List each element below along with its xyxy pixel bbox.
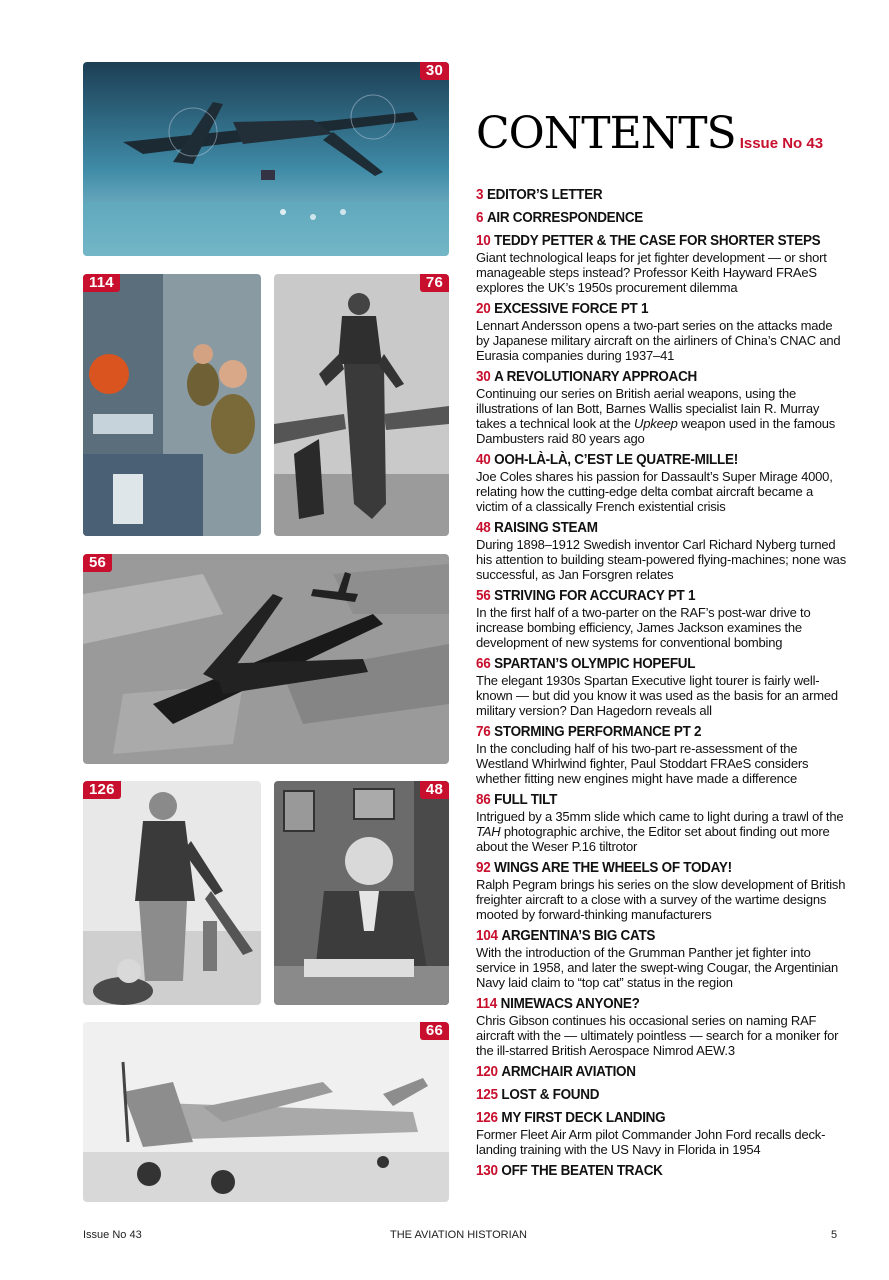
- page-number: 126: [476, 1110, 498, 1126]
- toc-entry[interactable]: [476, 300, 848, 363]
- toc-entry[interactable]: [476, 1063, 848, 1081]
- radar-operators-illustration: [83, 274, 261, 536]
- toc-entry[interactable]: [476, 587, 848, 650]
- page-number: 30: [476, 369, 491, 385]
- entry-description: With the introduction of the Grumman Panther jet fighter into service in 1958, and later the swept-wing Cougar, the Argentinian Navy laid claim to “top cat” status in the region: [476, 945, 839, 990]
- photo-whirlwind: [274, 274, 449, 536]
- spartan-illustration: [83, 1022, 449, 1202]
- entry-title: ARMCHAIR AVIATION: [501, 1064, 636, 1080]
- page-number: 40: [476, 452, 491, 468]
- page-number: 125: [476, 1087, 498, 1103]
- entry-title: STORMING PERFORMANCE PT 2: [494, 724, 702, 740]
- entry-description: During 1898–1912 Swedish inventor Carl Richard Nyberg turned his attention to building steam-powered flying-machines; none was successful, as Jan Forsgren relates: [476, 537, 846, 582]
- entry-title: RAISING STEAM: [494, 520, 598, 536]
- entry-title: FULL TILT: [494, 792, 558, 808]
- entry-title: LOST & FOUND: [501, 1087, 600, 1103]
- entry-title: ARGENTINA’S BIG CATS: [501, 928, 656, 944]
- entry-title: STRIVING FOR ACCURACY PT 1: [494, 588, 696, 604]
- whirlwind-illustration: [274, 274, 449, 536]
- toc-entry[interactable]: [476, 859, 848, 922]
- entry-title: NIMEWACS ANYONE?: [500, 996, 640, 1012]
- entry-description: Joe Coles shares his passion for Dassault’s Super Mirage 4000, relating how the cutting-edge delta combat aircraft became a victim of a classically French existential crisis: [476, 469, 833, 514]
- toc-entry[interactable]: [476, 1162, 848, 1180]
- photo-deck-landing: [83, 781, 261, 1005]
- page-number: 66: [476, 656, 491, 672]
- entry-title: EDITOR’S LETTER: [486, 187, 603, 203]
- toc-entry[interactable]: [476, 723, 848, 786]
- page-number: 56: [476, 588, 491, 604]
- toc-entry[interactable]: [476, 995, 848, 1058]
- toc-entry[interactable]: [476, 209, 848, 227]
- page-number: 130: [476, 1163, 498, 1179]
- photo-delta-jet: [83, 554, 449, 764]
- entry-title: OOH-LÀ-LÀ, C’EST LE QUATRE-MILLE!: [494, 452, 738, 468]
- page-number: 48: [476, 520, 491, 536]
- toc-entry[interactable]: [476, 232, 848, 295]
- entry-description: Giant technological leaps for jet fighter development — or short manageable steps instead? Professor Keith Hayward FRAeS explores the UK’s 1950s procurement dilemma: [476, 250, 827, 295]
- footer-page-number: 5: [831, 1229, 838, 1241]
- entry-description: In the first half of a two-parter on the RAF’s post-war drive to increase bombing efficiency, James Jackson examines the development of new systems for conventional bombing: [476, 605, 811, 650]
- page-number: 6: [476, 210, 484, 226]
- entry-description: In the concluding half of his two-part re-assessment of the Westland Whirlwind fighter, Paul Stoddart FRAeS considers whether fitting new engines might have made a difference: [476, 741, 809, 786]
- table-of-contents: [476, 186, 848, 1185]
- page-number: 20: [476, 301, 491, 317]
- toc-entry[interactable]: [476, 519, 848, 582]
- contents-heading: CONTENTS: [476, 108, 736, 159]
- toc-entry[interactable]: [476, 927, 848, 990]
- footer-issue: Issue No 43: [83, 1229, 142, 1241]
- toc-entry[interactable]: [476, 186, 848, 204]
- photo-page-badge: 126: [83, 781, 121, 799]
- photo-nyberg: [274, 781, 449, 1005]
- entry-title: MY FIRST DECK LANDING: [501, 1110, 666, 1126]
- deck-landing-illustration: [83, 781, 261, 1005]
- toc-entry[interactable]: [476, 655, 848, 718]
- page-number: 86: [476, 792, 491, 808]
- entry-description: Intrigued by a 35mm slide which came to light during a trawl of the TAH photographic archive, the Editor set about finding out more about the Weser P.16 tiltrotor: [476, 809, 844, 854]
- page-number: 104: [476, 928, 498, 944]
- delta-jet-illustration: [83, 554, 449, 764]
- photo-page-badge: 30: [420, 62, 449, 80]
- photo-radar-operators: [83, 274, 261, 536]
- photo-lancaster: [83, 62, 449, 256]
- entry-description: Continuing our series on British aerial weapons, using the illustrations of Ian Bott, Barnes Wallis specialist Iain R. Murray takes a technical look at the Upkeep weapon used in the famous Dambusters raid 80 years ago: [476, 386, 836, 446]
- page-number: 76: [476, 724, 491, 740]
- entry-title: TEDDY PETTER & THE CASE FOR SHORTER STEPS: [494, 233, 821, 249]
- photo-page-badge: 76: [420, 274, 449, 292]
- photo-page-badge: 114: [83, 274, 120, 292]
- entry-description: Ralph Pegram brings his series on the slow development of British freighter aircraft to a close with a survey of the wartime designs mooted by forward-thinking manufacturers: [476, 877, 846, 922]
- toc-entry[interactable]: [476, 368, 848, 446]
- entry-title: EXCESSIVE FORCE PT 1: [494, 301, 649, 317]
- toc-entry[interactable]: [476, 1086, 848, 1104]
- toc-entry[interactable]: [476, 791, 848, 854]
- entry-description: The elegant 1930s Spartan Executive light tourer is fairly well-known — but did you know it was used as the basis for an armed military version? Dan Hagedorn reveals all: [476, 673, 838, 718]
- entry-description: Lennart Andersson opens a two-part series on the attacks made by Japanese military aircraft on the airliners of China’s CNAC and Eurasia companies during 1937–41: [476, 318, 841, 363]
- page-number: 10: [476, 233, 491, 249]
- entry-title: AIR CORRESPONDENCE: [486, 210, 644, 226]
- nyberg-illustration: [274, 781, 449, 1005]
- photo-spartan: [83, 1022, 449, 1202]
- page-number: 92: [476, 860, 491, 876]
- entry-title: A REVOLUTIONARY APPROACH: [494, 369, 698, 385]
- toc-entry[interactable]: [476, 451, 848, 514]
- toc-entry[interactable]: [476, 1109, 848, 1157]
- footer-magazine-name: THE AVIATION HISTORIAN: [390, 1229, 527, 1241]
- page-number: 3: [476, 187, 484, 203]
- photo-page-badge: 66: [420, 1022, 449, 1040]
- entry-description: Chris Gibson continues his occasional series on naming RAF aircraft with the — ultimately pointless — search for a moniker for the ill-starred British Aerospace Nimrod AEW.3: [476, 1013, 839, 1058]
- lancaster-illustration: [83, 62, 449, 256]
- entry-title: SPARTAN’S OLYMPIC HOPEFUL: [494, 656, 696, 672]
- entry-title: OFF THE BEATEN TRACK: [501, 1163, 663, 1179]
- entry-title: WINGS ARE THE WHEELS OF TODAY!: [494, 860, 732, 876]
- photo-page-badge: 48: [420, 781, 449, 799]
- page-number: 120: [476, 1064, 498, 1080]
- issue-label: Issue No 43: [739, 135, 824, 152]
- entry-description: Former Fleet Air Arm pilot Commander John Ford recalls deck-landing training with the US Navy in Florida in 1954: [476, 1127, 826, 1157]
- photo-page-badge: 56: [83, 554, 112, 572]
- page-number: 114: [476, 996, 497, 1012]
- page-title: [476, 108, 823, 159]
